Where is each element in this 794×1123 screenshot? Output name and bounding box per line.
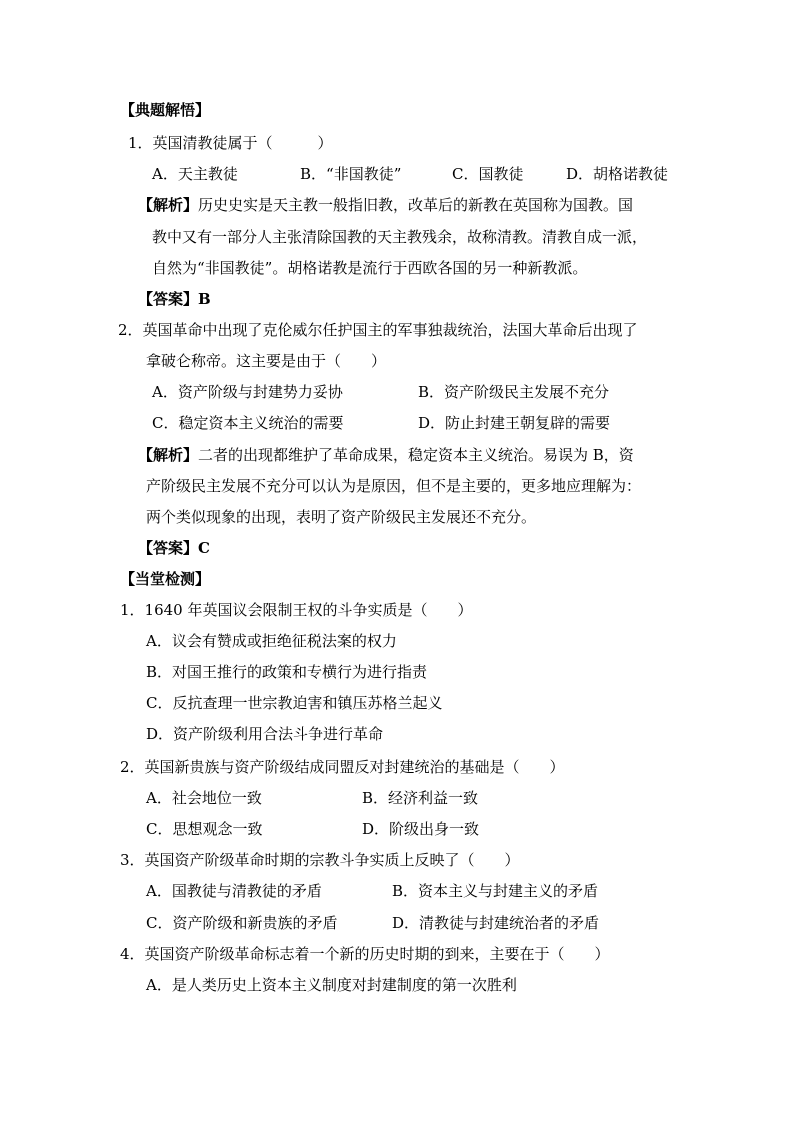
quiz-q1-option-c: C．反抗查理一世宗教迫害和镇压苏格兰起义: [146, 694, 443, 712]
example-q1-answer: 【答案】B: [138, 290, 211, 308]
quiz-q2-stem: 2．英国新贵族与资产阶级结成同盟反对封建统治的基础是（ ）: [120, 758, 565, 776]
quiz-q2-option-c: C．思想观念一致: [146, 820, 263, 838]
example-q1-option-c: C．国教徒: [452, 165, 524, 183]
example-q2-answer: 【答案】C: [138, 539, 210, 557]
quiz-q4-option-a: A．是人类历史上资本主义制度对封建制度的第一次胜利: [146, 976, 517, 994]
quiz-q2-option-d: D．阶级出身一致: [362, 820, 480, 838]
example-q2-analysis: [138, 445, 634, 465]
example-q1-analysis-line-2: 教中又有一部分人主张清除国教的天主教残余，故称清教。清教自成一派，: [152, 228, 648, 246]
quiz-q2-option-a: A．社会地位一致: [146, 789, 262, 807]
quiz-q3-option-b: B．资本主义与封建主义的矛盾: [392, 882, 599, 900]
example-q2-option-c: C．稳定资本主义统治的需要: [152, 414, 344, 432]
section-title-examples: 【典题解悟】: [120, 101, 211, 119]
example-q1-analysis-line-3: 自然为“非国教徒”。胡格诺教是流行于西欧各国的另一种新教派。: [152, 259, 588, 277]
quiz-q1-stem: 1．1640 年英国议会限制王权的斗争实质是（ ）: [120, 601, 473, 619]
example-q1-option-a: A．天主教徒: [152, 165, 238, 183]
quiz-q1-option-d: D．资产阶级利用合法斗争进行革命: [146, 725, 384, 743]
example-q1-option-d: D．胡格诺教徒: [566, 165, 669, 183]
quiz-q3-option-a: A．国教徒与清教徒的矛盾: [146, 882, 322, 900]
quiz-q3-option-c: C．资产阶级和新贵族的矛盾: [146, 914, 338, 932]
quiz-q1-option-a: A．议会有赞成或拒绝征税法案的权力: [146, 632, 397, 650]
example-q2-stem-line-1: 2．英国革命中出现了克伦威尔任护国主的军事独裁统治，法国大革命后出现了: [118, 321, 638, 339]
section-title-quiz: 【当堂检测】: [120, 570, 211, 588]
quiz-q4-stem: 4．英国资产阶级革命标志着一个新的历史时期的到来，主要在于（ ）: [120, 945, 610, 963]
example-q1-analysis: [138, 195, 633, 215]
example-q2-option-a: A．资产阶级与封建势力妥协: [152, 383, 343, 401]
quiz-q3-stem: 3．英国资产阶级革命时期的宗教斗争实质上反映了（ ）: [120, 851, 520, 869]
example-q2-analysis-line-2: 产阶级民主发展不充分可以认为是原因，但不是主要的，更多地应理解为：: [146, 477, 642, 495]
example-q1-stem: 1．英国清教徒属于（ ）: [128, 134, 333, 152]
quiz-q1-option-b: B．对国王推行的政策和专横行为进行指责: [146, 663, 428, 681]
example-q2-option-d: D．防止封建王朝复辟的需要: [418, 414, 611, 432]
example-q2-analysis-line-3: 两个类似现象的出现，表明了资产阶级民主发展还不充分。: [146, 508, 537, 526]
example-q2-stem-line-2: 拿破仑称帝。这主要是由于（ ）: [146, 352, 387, 370]
analysis-label: 【解析】: [138, 446, 199, 464]
example-q1-option-b: B．“非国教徒”: [300, 165, 402, 183]
quiz-q3-option-d: D．清教徒与封建统治者的矛盾: [392, 914, 600, 932]
example-q2-option-b: B．资产阶级民主发展不充分: [418, 383, 610, 401]
analysis-text: 历史史实是天主教一般指旧教，改革后的新教在英国称为国教。国: [198, 196, 634, 214]
analysis-text: 二者的出现都维护了革命成果，稳定资本主义统治。易误为 B，资: [198, 446, 634, 464]
quiz-q2-option-b: B．经济利益一致: [362, 789, 479, 807]
analysis-label: 【解析】: [138, 196, 199, 214]
